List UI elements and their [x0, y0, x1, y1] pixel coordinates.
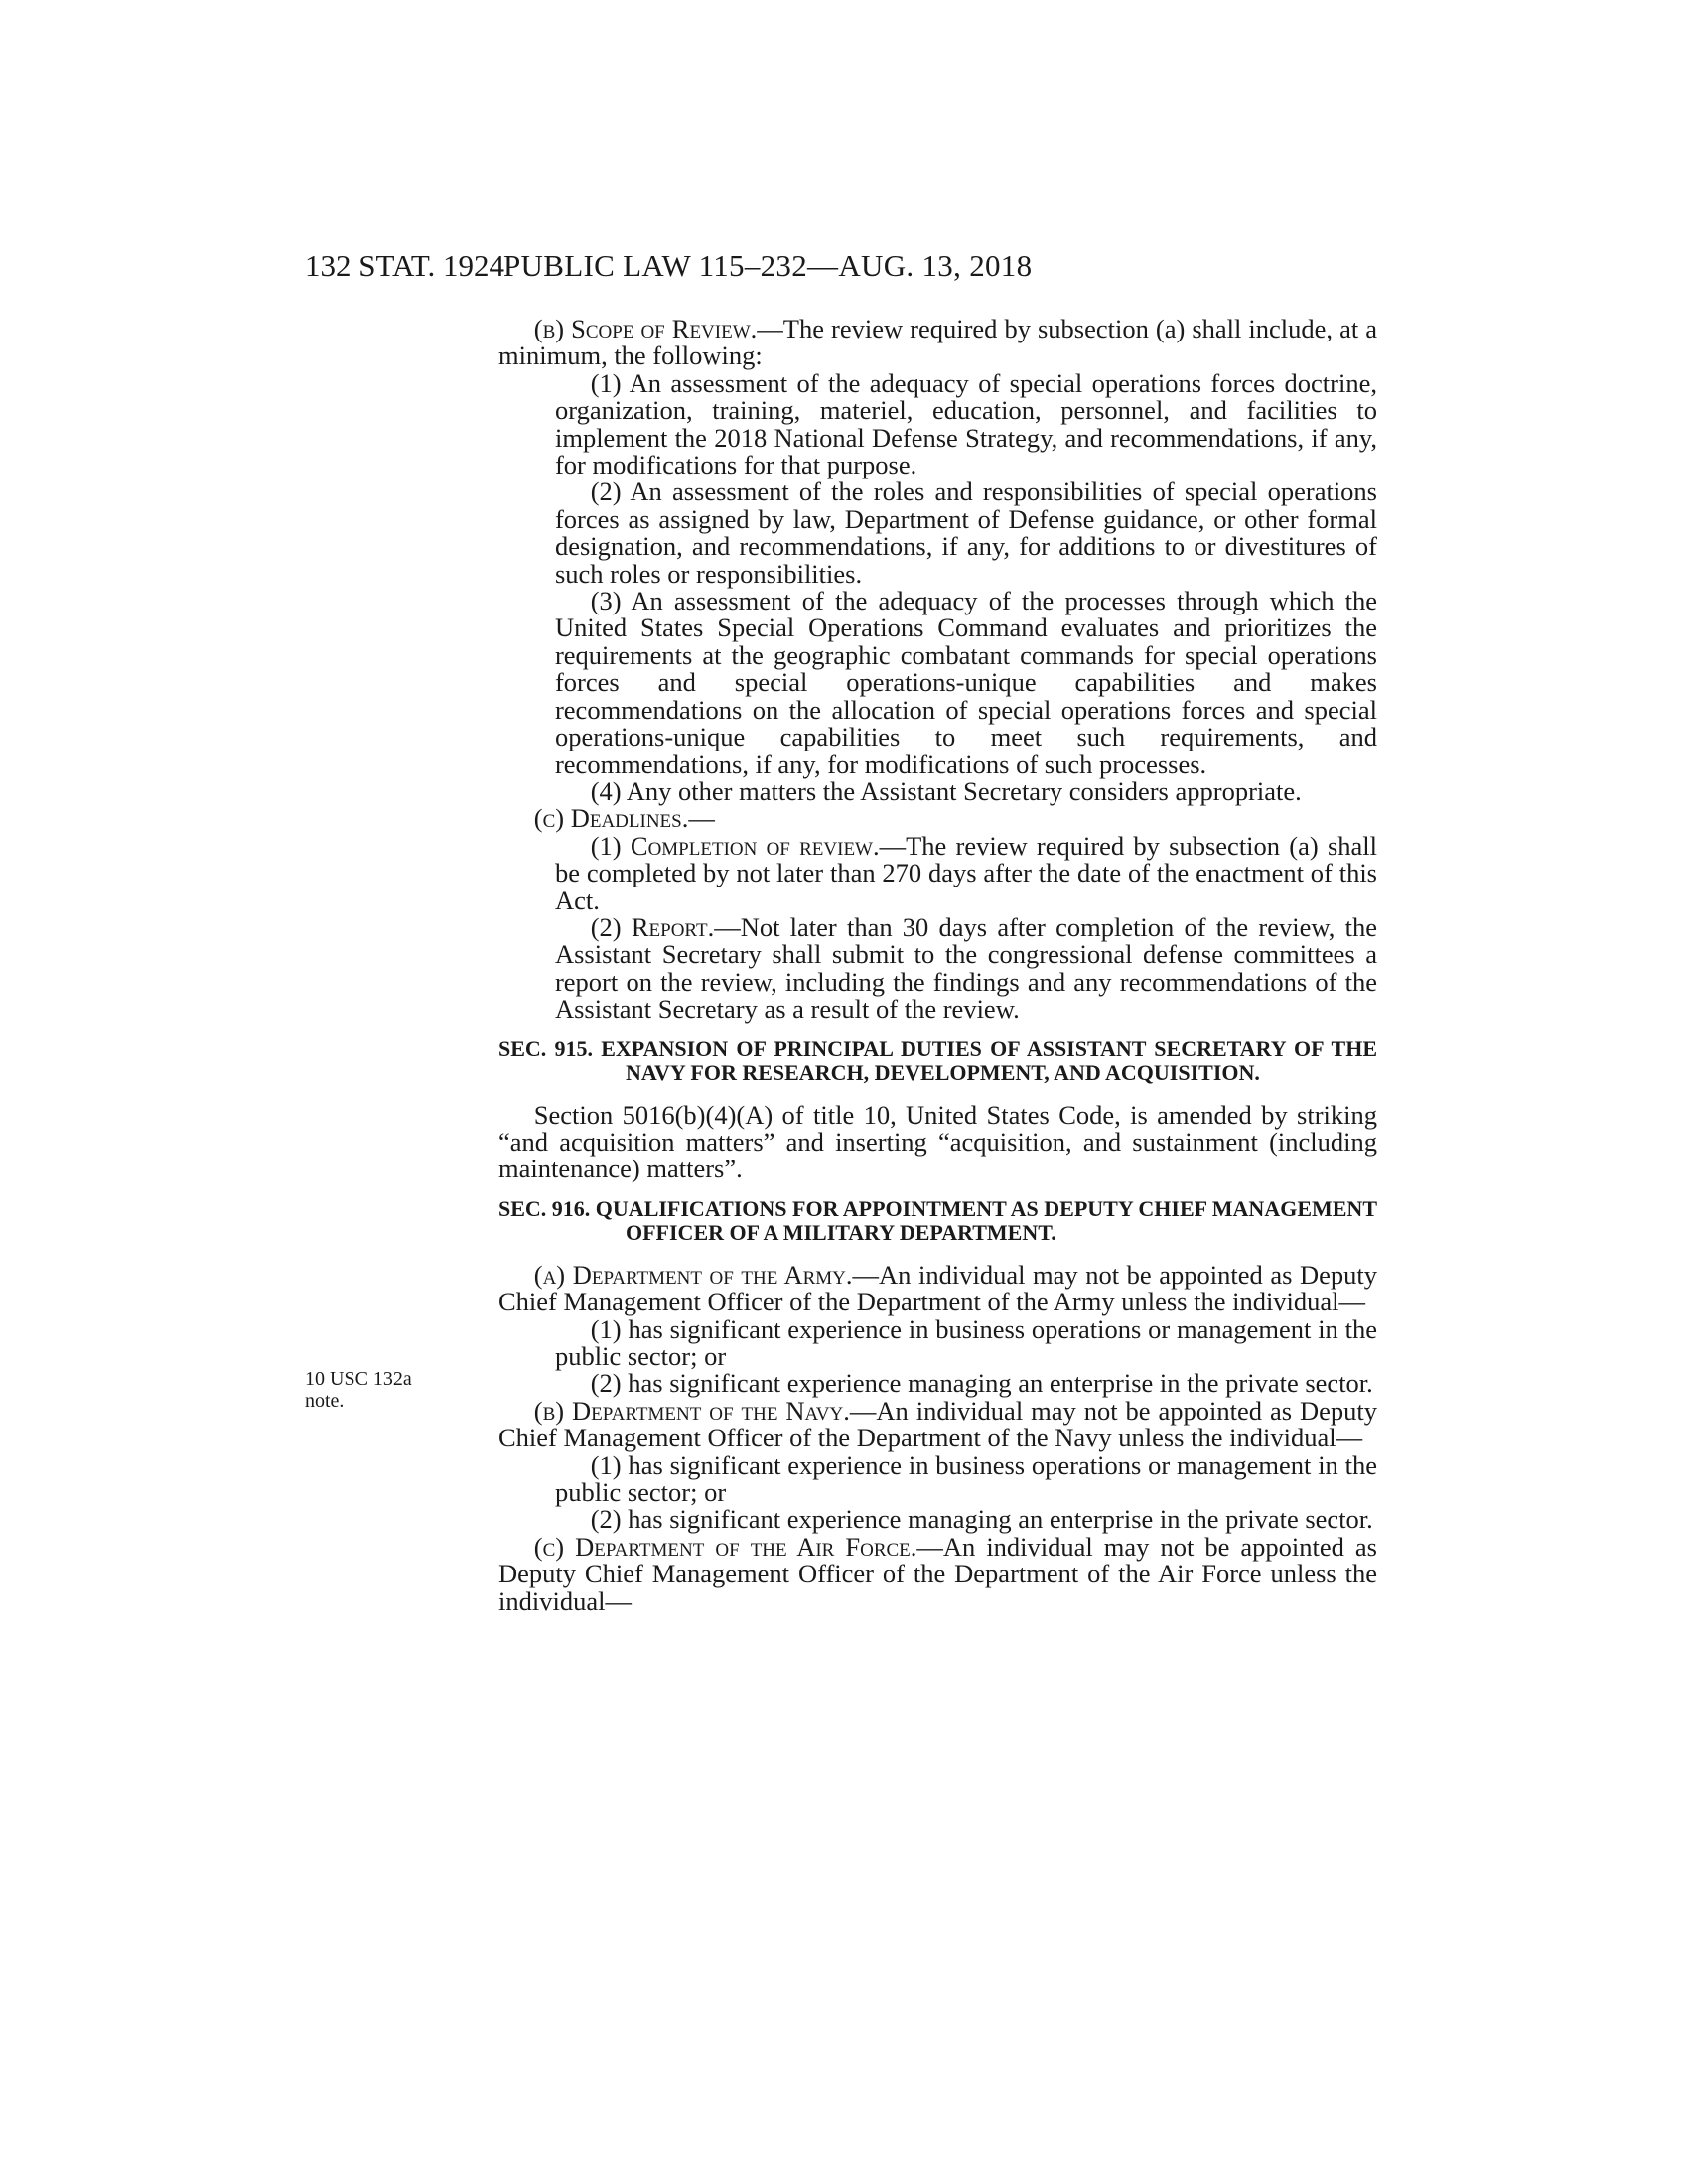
page-header: [305, 248, 1228, 288]
completion-number: (1): [590, 830, 631, 861]
army-item-1: (1) has significant experience in business operations or management in the public sector; or: [554, 1313, 1377, 1371]
scope-of-review-paragraph: [498, 316, 1377, 370]
navy-heading: (b) Department of the Navy.: [533, 1395, 850, 1426]
scope-of-review-text: —The review required by subsection (a) shall include, at a minimum, the following:: [498, 314, 1377, 371]
air-force-paragraph: [498, 1531, 1377, 1616]
scope-of-review-heading: (b) Scope of Review.: [533, 314, 758, 343]
margin-note: [305, 1368, 414, 1412]
public-law-heading: PUBLIC LAW 115–232—AUG. 13, 2018: [503, 248, 1033, 283]
navy-item-2: (2) has significant experience managing an enterprise in the private sector.: [590, 1504, 1373, 1535]
margin-note-suffix: note.: [305, 1390, 345, 1412]
navy-paragraph: [498, 1395, 1378, 1453]
margin-note-citation: 10 USC 132a: [305, 1368, 412, 1390]
scope-item-1: (1) An assessment of the adequacy of special operations forces doctrine, organization, training, materiel, education, personnel, and facilities to implement the 2018 National Defense Strategy, and recommendations, if any, for modifications for that purpose.: [554, 367, 1377, 480]
section-915-heading: SEC. 915. EXPANSION OF PRINCIPAL DUTIES OF ASSISTANT SECRETARY OF THE NAVY FOR RESEARCH, DEVELOPMENT, AND ACQUISITION.: [498, 1035, 1377, 1086]
deadlines-paragraph: [498, 805, 1377, 832]
army-heading: (a) Department of the Army.: [533, 1259, 853, 1290]
completion-heading: Completion of review.: [630, 830, 880, 861]
section-915-text: Section 5016(b)(4)(A) of title 10, United States Code, is amended by striking “and acquisition matters” and inserting “acquisition, and sustainment (including maintenance) matters”.: [498, 1099, 1377, 1184]
document-body: [498, 316, 1377, 1615]
deadlines-heading: (c) Deadlines.: [533, 803, 689, 834]
navy-item-1: (1) has significant experience in business operations or management in the public sector; or: [554, 1449, 1377, 1508]
army-paragraph: [498, 1259, 1377, 1317]
army-text: —An individual may not be appointed as Deputy Chief Management Officer of the Department of the Army unless the individual—: [498, 1259, 1377, 1317]
section-916-heading: SEC. 916. QUALIFICATIONS FOR APPOINTMENT AS DEPUTY CHIEF MANAGEMENT OFFICER OF A MILITARY DEPARTMENT.: [498, 1195, 1377, 1246]
report-paragraph: [498, 911, 1377, 1024]
completion-of-review-paragraph: [498, 830, 1377, 915]
scope-item-4: (4) Any other matters the Assistant Secretary considers appropriate.: [590, 775, 1302, 806]
scope-item-2: (2) An assessment of the roles and responsibilities of special operations forces as assigned by law, Department of Defense guidance, or other formal designation, and recommendations, if any, for additions to or divestitures of such roles or responsibilities.: [554, 477, 1377, 589]
navy-text: —An individual may not be appointed as Deputy Chief Management Officer of the Department of the Navy unless the individual—: [498, 1395, 1378, 1453]
stat-page-number: 132 STAT. 1924: [305, 248, 505, 283]
deadlines-dash: —: [688, 803, 715, 834]
air-force-heading: (c) Department of the Air Force.: [533, 1531, 917, 1562]
scope-item-3: (3) An assessment of the adequacy of the processes through which the United States Special Operations Command evaluates and prioritizes the requirements at the geographic combatant commands for special operations forces and special operations-unique capabilities and makes recommendations on the allocation of special operations forces and special operations-unique capabilities to meet such requirements, and recommendations, if any, for modifications of such processes.: [554, 586, 1377, 779]
report-number: (2): [590, 911, 632, 942]
report-heading: Report.: [631, 911, 715, 942]
report-text: —Not later than 30 days after completion of the review, the Assistant Secretary shall submit to the congressional defense committees a report on the review, including the findings and any recommendations of the Assistant Secretary as a result of the review.: [554, 911, 1377, 1024]
army-item-2: (2) has significant experience managing an enterprise in the private sector.: [590, 1368, 1373, 1399]
completion-text: —The review required by subsection (a) shall be completed by not later than 270 days after the date of the enactment of this Act.: [554, 830, 1377, 915]
air-force-text: —An individual may not be appointed as Deputy Chief Management Officer of the Department of the Air Force unless the individual—: [498, 1531, 1377, 1616]
